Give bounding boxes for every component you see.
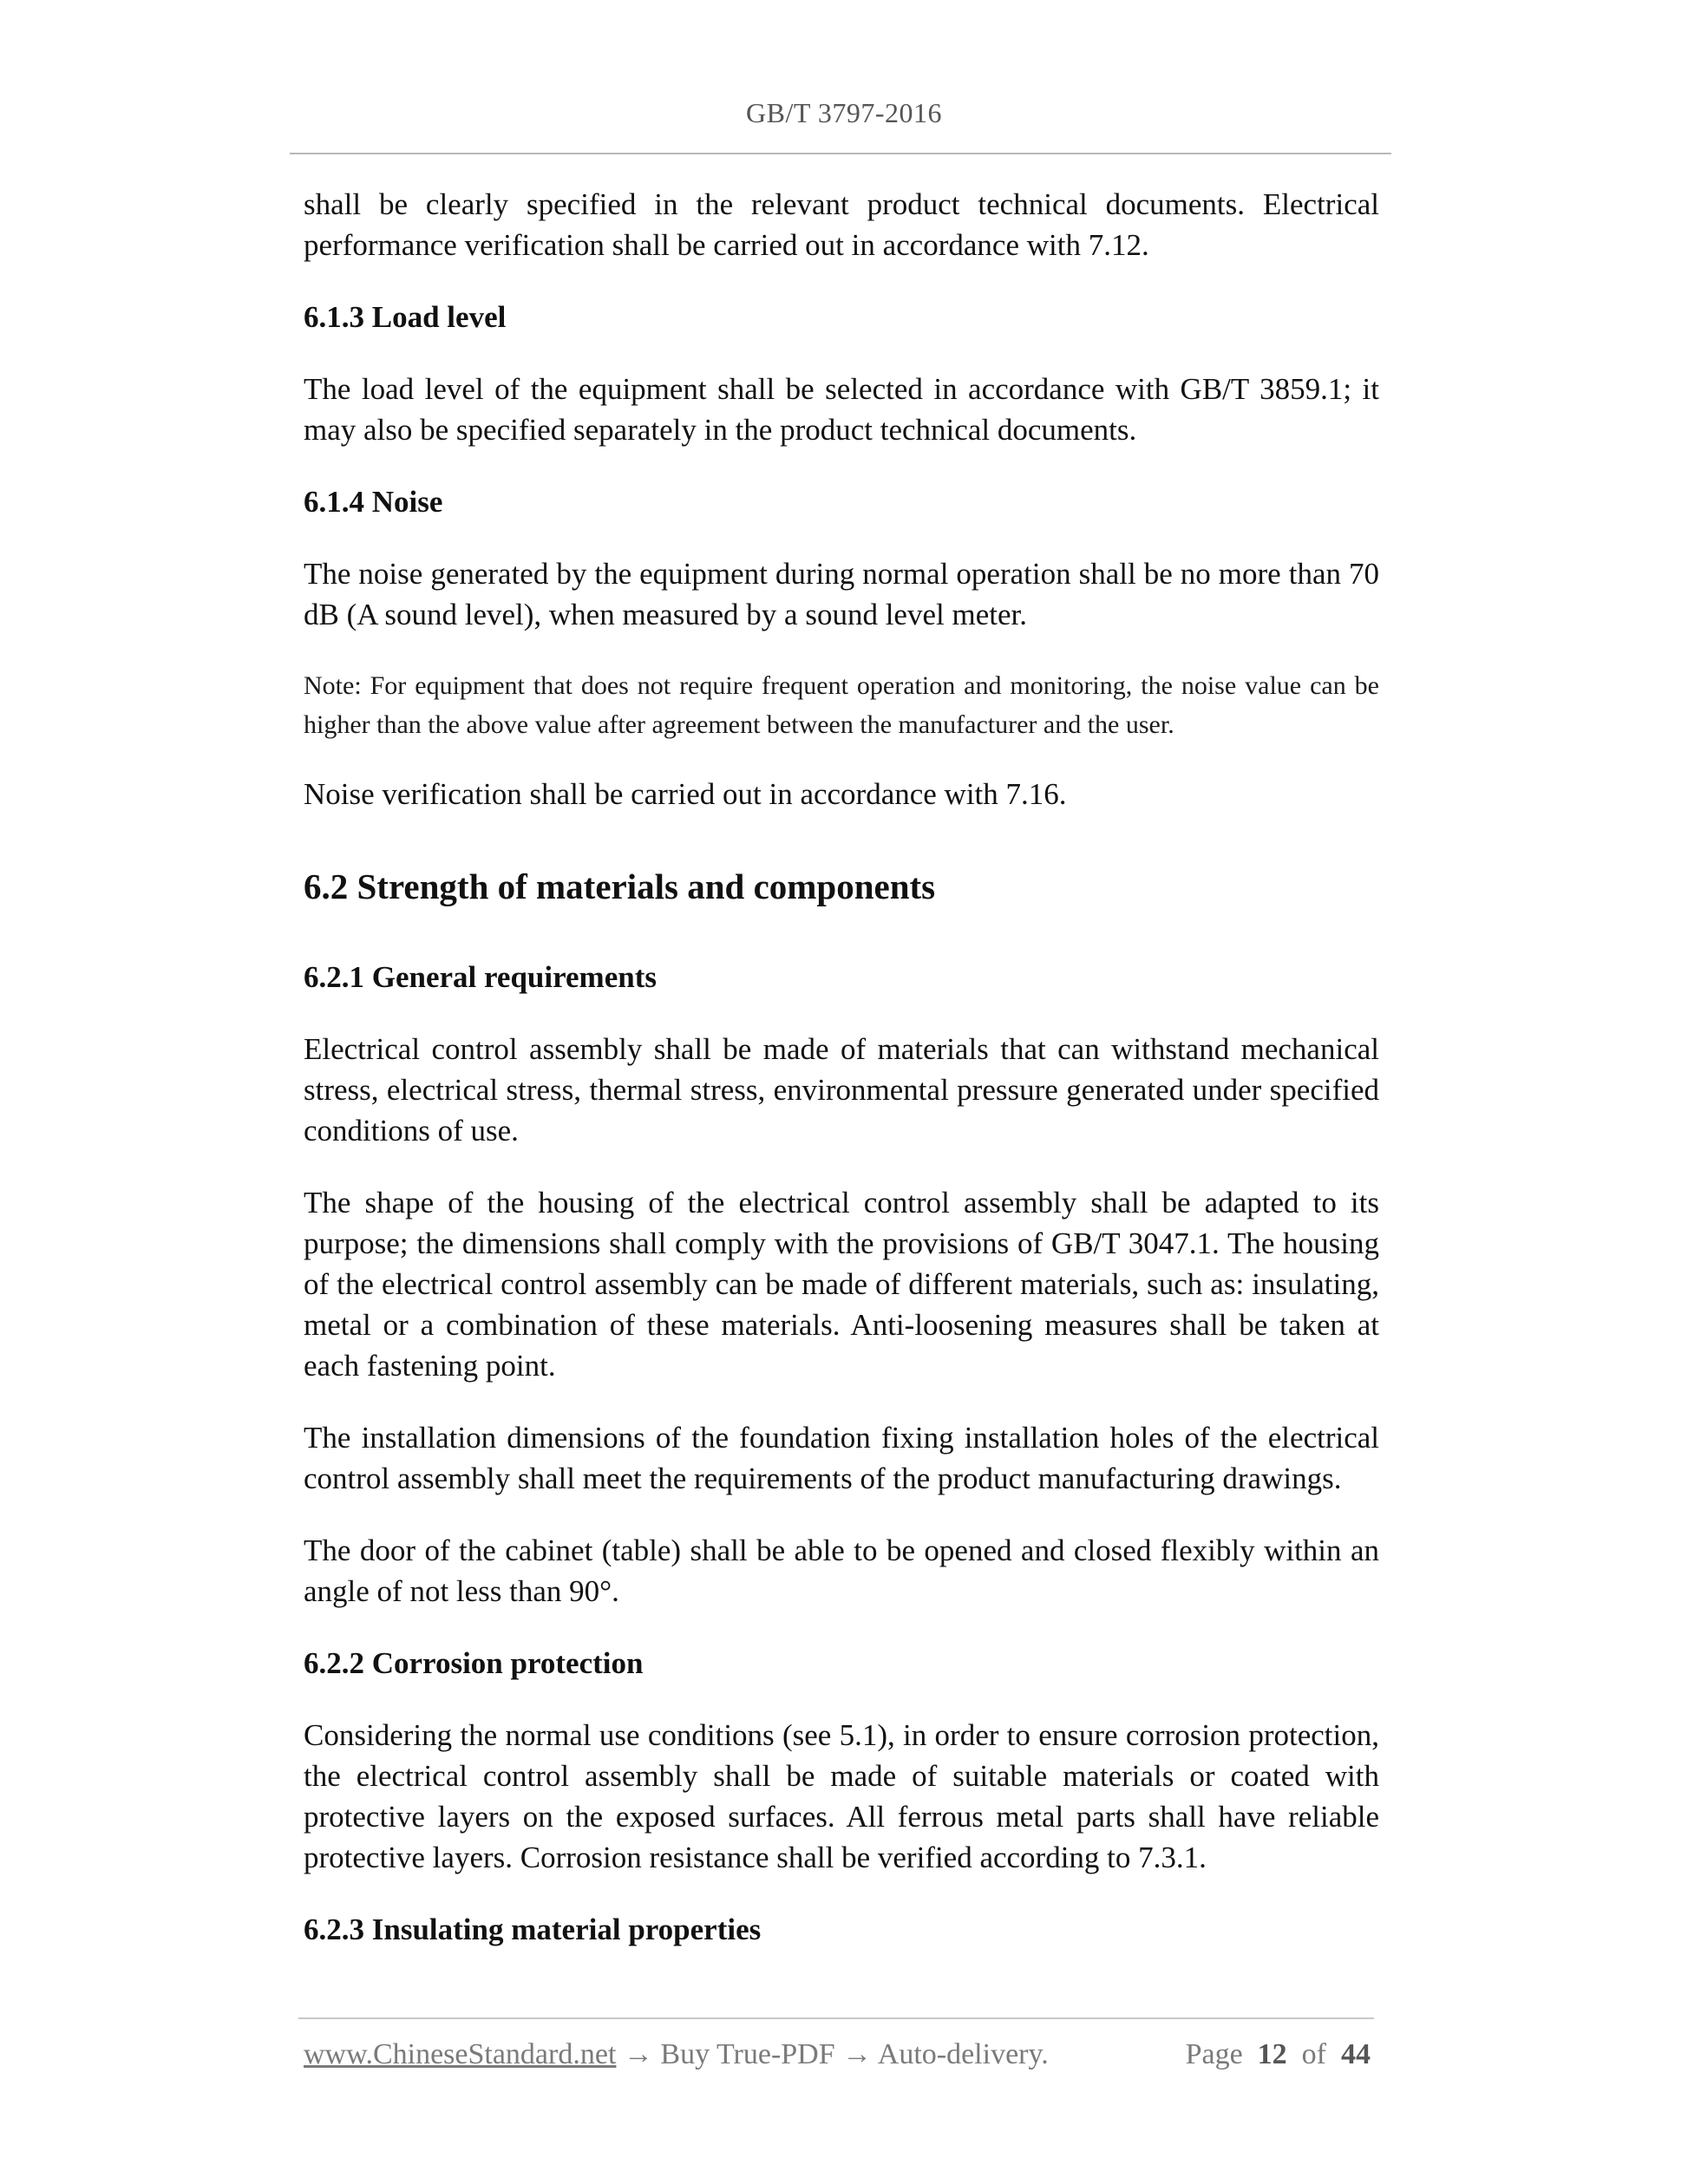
footer-promo [304,2038,1049,2071]
of-label: of [1301,2038,1326,2070]
note-noise: Note: For equipment that does not require frequent operation and monitoring, the noise value can be higher than the above value after agreement between the manufacturer and the user. [304,671,1379,739]
heading-6-1-4: 6.1.4 Noise [304,485,443,519]
total-pages: 44 [1341,2038,1371,2070]
paragraph-housing: The shape of the housing of the electrical control assembly shall be adapted to its purpose; the dimensions shall comply with the provisions of GB/T 3047.1. The housing of the electrical control assembly can be made of different materials, such as: insulating, metal or a combination of these materials. Anti-loosening measures shall be taken at each fastening point. [304,1186,1379,1383]
paragraph-installation: The installation dimensions of the foundation fixing installation holes of the electrical control assembly shall meet the requirements of the product manufacturing drawings. [304,1421,1379,1495]
paragraph-cabinet-door: The door of the cabinet (table) shall be able to be opened and closed flexibly within an angle of not less than 90°. [304,1533,1379,1608]
paragraph-materials: Electrical control assembly shall be made of materials that can withstand mechanical stress, electrical stress, thermal stress, environmental pressure generated under specified conditions of use. [304,1032,1379,1148]
page-footer [304,2038,1371,2076]
paragraph-noise-limit: The noise generated by the equipment during normal operation shall be no more than 70 dB (A sound level), when measured by a sound level meter. [304,557,1379,631]
paragraph-load-level: The load level of the equipment shall be selected in accordance with GB/T 3859.1; it may also be specified separately in the product technical documents. [304,372,1379,447]
heading-6-2: 6.2 Strength of materials and components [304,866,936,906]
heading-6-2-3: 6.2.3 Insulating material properties [304,1913,762,1946]
heading-6-2-2: 6.2.2 Corrosion protection [304,1646,644,1680]
page-label: Page [1185,2038,1243,2070]
arrow-icon: → [623,2038,653,2070]
current-page: 12 [1257,2038,1287,2070]
header-divider [290,153,1391,154]
paragraph-intro: shall be clearly specified in the relevant product technical documents. Electrical performance verification shall be carried out in accordance with 7.12. [304,187,1379,262]
buy-text: Buy True-PDF [660,2038,835,2070]
document-header: GB/T 3797-2016 [746,97,942,128]
arrow-icon: → [842,2038,873,2070]
footer-divider [298,2017,1374,2019]
paragraph-corrosion: Considering the normal use conditions (see 5.1), in order to ensure corrosion protection, the electrical control assembly shall be made of suitable materials or coated with protective layers on the exposed surfaces. All ferrous metal parts shall have reliable protective layers. Corrosion resistance shall be verified according to 7.3.1. [304,1718,1379,1874]
page-number [1186,2038,1371,2071]
heading-6-1-3: 6.1.3 Load level [304,300,507,334]
paragraph-noise-verification: Noise verification shall be carried out in accordance with 7.16. [304,777,1067,811]
delivery-text: Auto-delivery. [877,2038,1049,2070]
heading-6-2-1: 6.2.1 General requirements [304,960,657,994]
page-content [304,184,1379,1981]
website-link[interactable]: www.ChineseStandard.net [304,2038,617,2070]
